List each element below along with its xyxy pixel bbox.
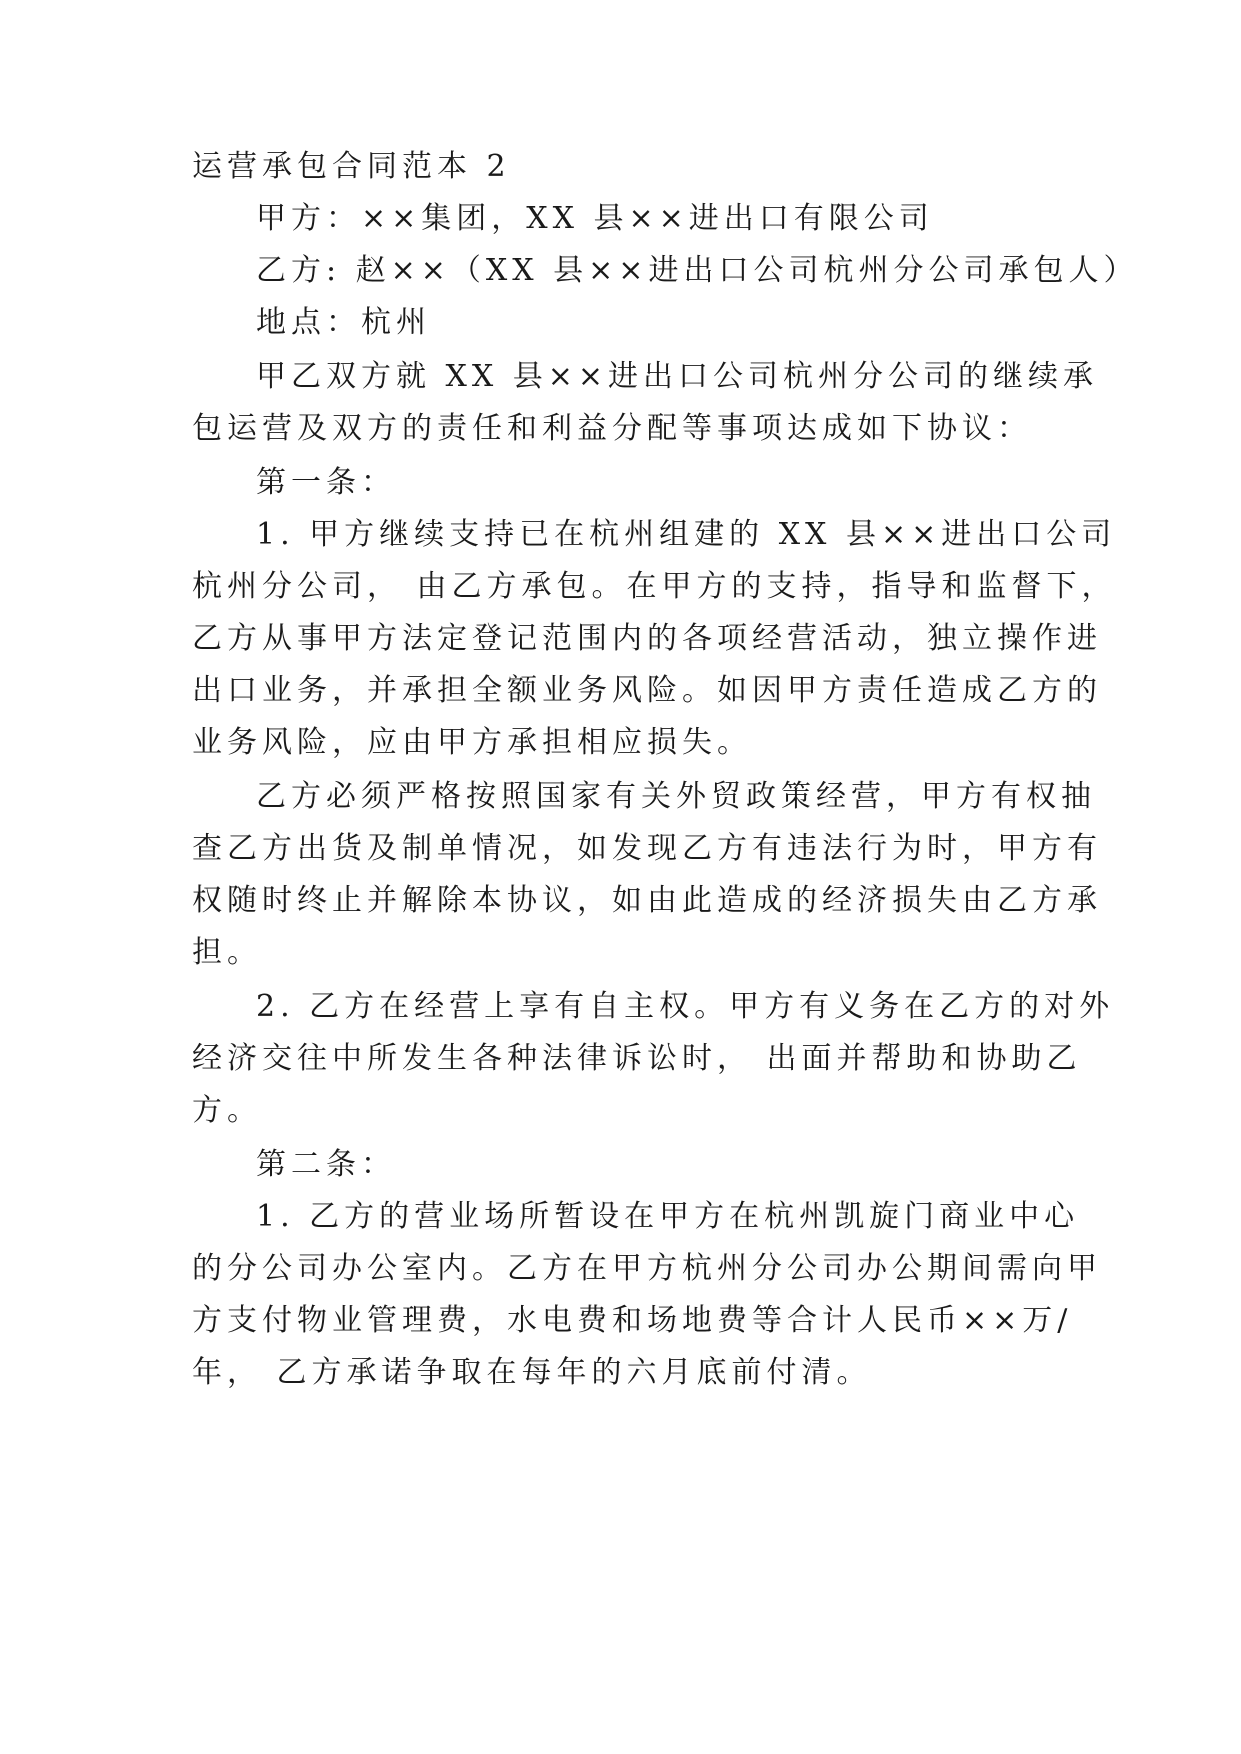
paragraph-line: 担。: [192, 935, 262, 970]
paragraph-line: 乙方从事甲方法定登记范围内的各项经营活动，独立操作进: [192, 621, 1102, 656]
paragraph-line: 1. 甲方继续支持已在杭州组建的 XX 县××进出口公司: [256, 517, 1117, 552]
paragraph-line: 权随时终止并解除本协议，如由此造成的经济损失由乙方承: [192, 883, 1102, 918]
paragraph-line: 2. 乙方在经营上享有自主权。甲方有义务在乙方的对外: [256, 989, 1115, 1024]
paragraph-line: 1. 乙方的营业场所暂设在甲方在杭州凯旋门商业中心: [256, 1199, 1080, 1234]
paragraph-line: 乙方必须严格按照国家有关外贸政策经营，甲方有权抽: [256, 779, 1096, 814]
paragraph-line: 包运营及双方的责任和利益分配等事项达成如下协议：: [192, 411, 1032, 446]
paragraph-line: 年， 乙方承诺争取在每年的六月底前付清。: [192, 1355, 872, 1390]
article-heading: 第一条：: [256, 465, 396, 500]
paragraph-line: 查乙方出货及制单情况，如发现乙方有违法行为时，甲方有: [192, 831, 1102, 866]
paragraph-line: 甲乙双方就 XX 县××进出口公司杭州分公司的继续承: [256, 359, 1099, 394]
paragraph-line: 杭州分公司， 由乙方承包。在甲方的支持，指导和监督下，: [192, 569, 1117, 604]
party-a-line: 甲方：××集团，XX 县××进出口有限公司: [256, 201, 934, 236]
paragraph-line: 经济交往中所发生各种法律诉讼时， 出面并帮助和协助乙: [192, 1041, 1082, 1076]
paragraph-line: 方支付物业管理费，水电费和场地费等合计人民币××万/: [192, 1303, 1073, 1338]
article-heading: 第二条：: [256, 1147, 396, 1182]
paragraph-line: 出口业务，并承担全额业务风险。如因甲方责任造成乙方的: [192, 673, 1102, 708]
paragraph-line: 业务风险，应由甲方承担相应损失。: [192, 725, 752, 760]
location-line: 地点：杭州: [256, 305, 431, 340]
paragraph-line: 的分公司办公室内。乙方在甲方杭州分公司办公期间需向甲: [192, 1251, 1102, 1286]
paragraph-line: 方。: [192, 1093, 262, 1128]
document-title: 运营承包合同范本 2: [192, 149, 511, 184]
party-b-line: 乙方: 赵××（XX 县××进出口公司杭州分公司承包人）: [256, 253, 1139, 288]
